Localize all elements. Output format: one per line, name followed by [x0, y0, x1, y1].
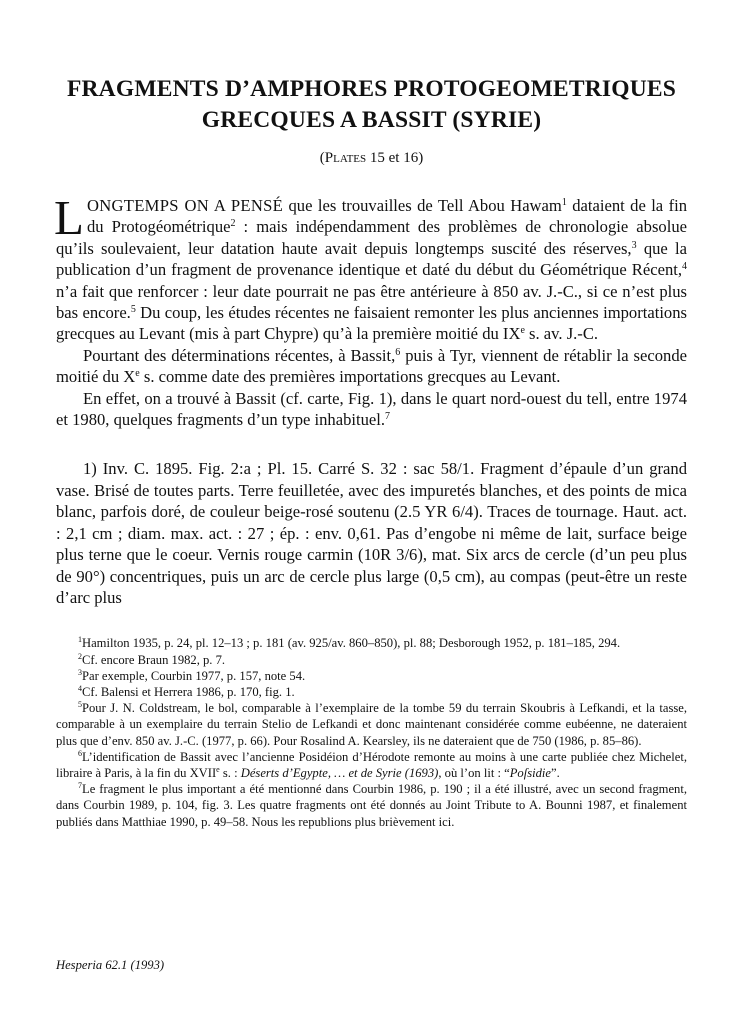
footnote-ref-5: 5 — [130, 304, 136, 316]
footnote-ref-6: 6 — [395, 346, 401, 358]
drop-cap: L — [54, 190, 84, 245]
section-gap — [56, 430, 687, 458]
title-line-1: FRAGMENTS D’AMPHORES PROTOGEOMETRIQUES — [66, 76, 677, 102]
plates-reference: (Plates 15 et 16) — [319, 150, 424, 166]
footnote-1: $^1$Hamilton 1935, p. 24, pl. 12–13 ; p. 181 (av. 925/av. 860–850), pl. 88; Desborough 1952, p. 181–185, 294. — [78, 635, 621, 651]
footnote-ref-4: 4 — [682, 261, 687, 273]
lead-in-caps: ONGTEMPS ON A PENSÉ — [86, 196, 284, 215]
footnotes — [56, 635, 687, 829]
footnote-3: $^3$Par exemple, Courbin 1977, p. 157, note 54. — [78, 667, 306, 683]
title-line-2: GRECQUES A BASSIT (SYRIE) — [201, 107, 542, 133]
italic-quote: Poſsidie — [509, 765, 551, 780]
article-body — [54, 190, 688, 608]
footnote-2: $^2$Cf. encore Braun 1982, p. 7. — [78, 651, 226, 667]
footnote-ref-2: 2 — [230, 218, 236, 230]
footnote-7: $^7$Le fragment le plus important a été mentionné dans Courbin 1986, p. 190 ; il a été illustré, avec un second fragment, dans Courbin 1989, p. 104, fig. 3. Les quatre fragments ont été donnés au Joint Tribute to A. Bounni 1987, et finalement publiés dans Matthiae 1990, p. 49–58. Nous les republions plus brièvement ici. — [56, 781, 687, 829]
footnote-ref-7: 7 — [385, 411, 391, 423]
footnote-ref-1: 1 — [561, 197, 567, 208]
article-title — [56, 74, 687, 136]
catalogue-entry-1: 1) Inv. C. 1895. Fig. 2:a ; Pl. 15. Carré S. 32 : sac 58/1. Fragment d’épaule d’un grand vase. Brisé de toutes parts. Terre feuilletée, avec des impuretés blanches, et des points de mica blanc, parfois doré, de couleur beige-rosé soutenu (2.5 YR 6/4). Traces de tournage. Haut. act. : 2,1 cm ; diam. max. act. : 27 ; ép. : env. 0,61. Pas d’engobe ni même de lait, surface beige plus terne que le coeur. Vernis rouge carmin (10R 3/6), mat. Six arcs de cercle (d’un peu plus de 90°) concentriques, puis un arc de cercle plus large (0,5 cm), au compas (peut-être un reste d’arc plus — [56, 459, 687, 607]
footnote-ref-3: 3 — [631, 239, 637, 251]
paragraph-1: LONGTEMPS ON A PENSÉ que les trouvailles de Tell Abou Hawam$^1$ dataient de la fin du Protogéométrique$^2$ : mais indépendamment des problèmes de chronologie absolue qu’ils soulevaient, leur datation haute avait depuis longtemps suscité des réserves,$^3$ que la publication d’un fragment de provenance identique et daté du début du Géométrique Récent,$^4$ n’a fait que renforcer : leur date pourrait ne pas être antérieure à 850 av. J.-C., si ce n’est plus bas encore.$^5$ Du coup, les études récentes ne faisaient remonter les plus anciennes importations grecques au Levant (mis à part Chypre) qu’à la première moitié du IXe s. av. J.-C. — [54, 190, 688, 344]
paragraph-2: Pourtant des déterminations récentes, à Bassit,$^6$ puis à Tyr, viennent de rétablir la seconde moitié du Xe s. comme date des premières importations grecques au Levant. — [56, 345, 687, 387]
footnote-4: $^4$Cf. Balensi et Herrera 1986, p. 170, fig. 1. — [78, 683, 295, 699]
footnote-6: $^6$L’identification de Bassit avec l’ancienne Posidéion d’Hérodote remonte au moins à une carte publiée chez Michelet, libraire à Paris, à la fin du XVIIe s. : Déserts d’Egypte, … et de Syrie (1693), où l’on lit : “Poſsidie”. — [56, 748, 687, 780]
plates-word: Plates — [324, 150, 367, 166]
journal-footer: Hesperia 62.1 (1993) — [56, 958, 165, 972]
footnote-5: $^5$Pour J. N. Coldstream, le bol, comparable à l’exemplaire de la tombe 59 du terrain Skoubris à Lefkandi, et la tasse, comparable à un exemplaire du terrain Stelio de Lefkandi et donc maintenant considérée comme eubéenne, ne dateraient plus que d’env. 850 av. J.-C. (1977, p. 66). Pour Rosalind A. Kearsley, ils ne dateraient que de 750 (1986, p. 85–86). — [56, 700, 687, 748]
paragraph-3: En effet, on a trouvé à Bassit (cf. carte, Fig. 1), dans le quart nord-ouest du tell, entre 1974 et 1980, quelques fragments d’un type inhabituel.$^7$ — [56, 388, 687, 430]
italic-title: Déserts d’Egypte, … et de Syrie (1693) — [240, 765, 439, 780]
